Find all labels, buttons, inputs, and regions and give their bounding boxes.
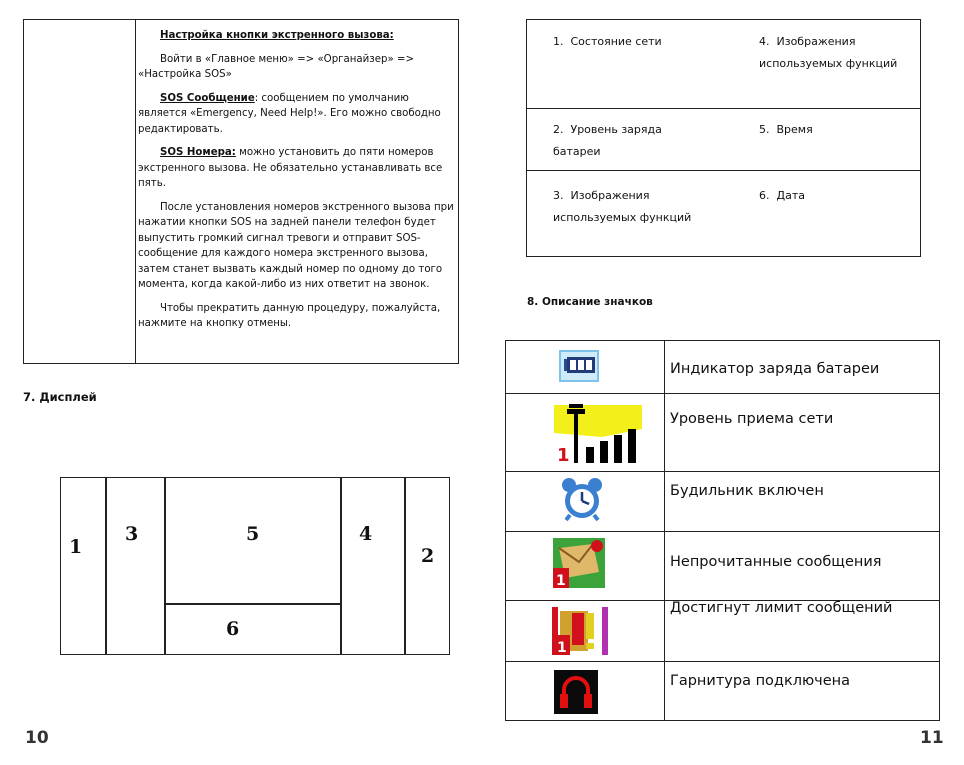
icon-label-alarm: Будильник включен [670,483,824,499]
status-item: 4. Изображения используемых функций [759,35,898,70]
sos-settings-text [138,28,456,340]
icon-label-limit: Достигнут лимит сообщений [670,600,893,616]
status-item: 2. Уровень заряда батареи [553,123,662,158]
alarm-clock-icon [560,477,604,525]
headset-icon [554,670,598,718]
diagram-divider [164,603,341,605]
zone-6-label: 6 [226,618,240,640]
page-number-left: 10 [25,728,49,748]
zone-2-label: 2 [421,545,435,567]
sos-message-label: SOS Сообщение [160,92,255,104]
page-number-right: 11 [920,728,944,748]
svg-text:1: 1 [557,445,570,463]
icon-label-unread: Непрочитанные сообщения [670,554,882,570]
diagram-divider [404,478,406,654]
zone-1-label: 1 [69,536,83,558]
sos-settings-title: Настройка кнопки экстренного вызова: [160,30,394,41]
signal-icon [554,399,642,467]
table-row-divider [506,661,939,662]
sos-settings-path: Войти в «Главное меню» => «Органайзер» => «Настройка SOS» [138,53,414,80]
table-row-divider [506,531,939,532]
icon-label-battery: Индикатор заряда батареи [670,361,880,377]
svg-text:1: 1 [557,640,567,656]
battery-icon [558,349,600,387]
icons-section-heading: 8. Описание значков [527,296,653,308]
diagram-divider [105,478,107,654]
display-layout-diagram [60,477,450,655]
icons-description-table [505,340,940,721]
icon-label-signal: Уровень приема сети [670,411,834,427]
sos-numbers-label: SOS Номера: [160,147,236,158]
diagram-divider [164,478,166,654]
sos-numbers-text: можно установить до пяти номеров экстренного вызова. Не обязательно устанавливать все пять. [138,147,443,189]
sos-message-paragraph [138,91,456,138]
zone-3-label: 3 [125,523,139,545]
status-item: 3. Изображения используемых функций [553,189,692,224]
table-row-divider [527,108,920,109]
display-section-heading: 7. Дисплей [23,390,97,404]
sos-numbers-paragraph [138,145,456,192]
table-row-divider [527,170,920,171]
diagram-divider [340,478,342,654]
icon-label-headset: Гарнитура подключена [670,673,851,689]
status-item: 1. Состояние сети [553,35,662,48]
zone-4-label: 4 [359,523,373,545]
status-bar-legend-table [526,19,921,257]
sos-message-text: : сообщением по умолчанию является «Emergency, Need Help!». Его можно свободно редактировать. [138,92,441,135]
svg-text:1: 1 [556,573,566,588]
unread-message-icon [553,538,605,592]
table-column-divider [135,20,136,363]
status-item: 6. Дата [759,189,805,202]
sos-settings-table [23,19,459,364]
zone-5-label: 5 [246,523,260,545]
table-row-divider [506,471,939,472]
sos-after-setup-paragraph: После установления номеров экстренного вызова при нажатии кнопки SOS на задней панели телефон будет выпустить громкий сигнал тревоги и отправит SOS-сообщение для каждого номера экстренного вызова, затем станет вызвать каждый номер по одному до того момента, когда какой-либо из них ответит на звонок. [138,201,454,290]
table-row-divider [506,393,939,394]
message-limit-icon [552,605,608,661]
sos-stop-paragraph: Чтобы прекратить данную процедуру, пожалуйста, нажмите на кнопку отмены. [138,302,441,329]
status-item: 5. Время [759,123,813,136]
